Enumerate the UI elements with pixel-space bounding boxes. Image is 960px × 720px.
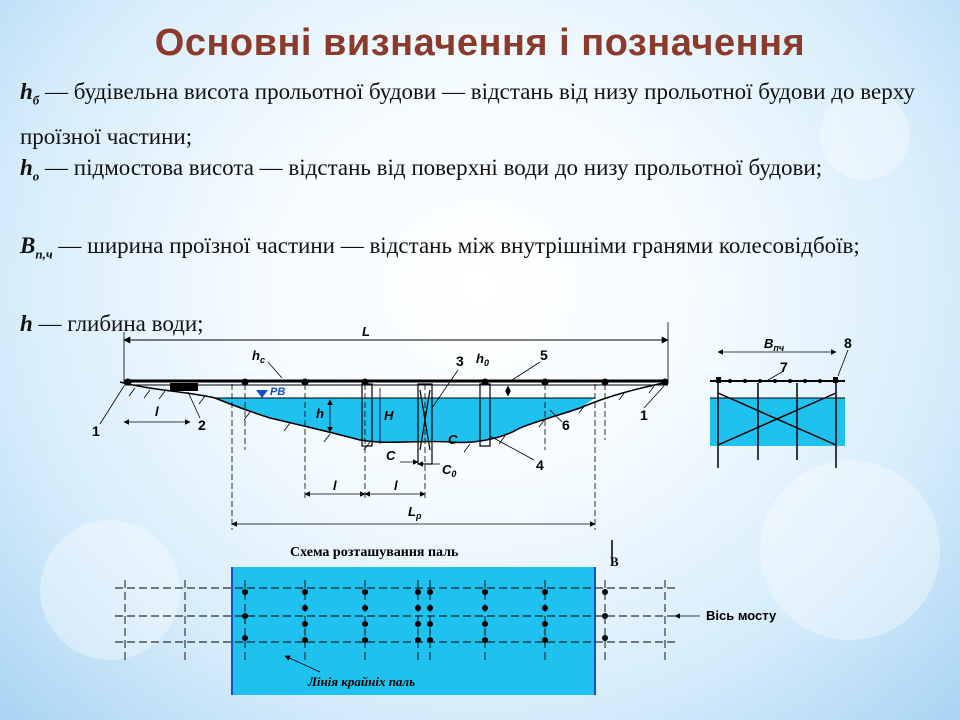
svg-text:7: 7 [780,359,788,375]
svg-text:8: 8 [844,335,852,351]
symbol: $h_о$ [20,155,40,184]
svg-text:C0: $C_0$ [442,462,457,479]
pile-height-label: H [384,408,394,423]
svg-text:4: 4 [536,457,544,473]
definition-underbridge-height: $h_о$ — підмостова висота — відстань від поверхні води до низу прольотної будови; [20,155,823,184]
depth-label: h [316,406,324,421]
svg-text:B: B [610,554,619,569]
svg-text:C: C [448,432,458,447]
svg-text:2: 2 [198,417,206,433]
svg-text:l: l [155,404,159,419]
definition-building-height: $h_б$ — будівельна висота прольотної будови — відстань від низу прольотної будови до верху проїзної частини; [20,79,915,149]
water-level-label: РВ [270,386,286,398]
svg-text:5: 5 [540,347,548,363]
span-length-label: L [362,324,370,339]
abutment [170,383,198,391]
symbol: $h_б$ [20,79,40,108]
svg-text:l: l [394,478,398,493]
svg-text:3: 3 [456,353,464,369]
definition-carriageway-width: $B_{п,ч}$ — ширина проїзної частини — відстань між внутрішніми гранями колесовідбоїв; [20,233,860,262]
bridge-axis-label: Вісь мосту [706,608,777,623]
svg-text:C: C [386,448,396,463]
edge-piles-label: Лінія крайніх паль [308,674,416,689]
svg-text:1: 1 [640,407,648,423]
river-water [215,398,595,442]
svg-text:l: l [333,478,337,493]
slide-title: Основні визначення і позначення [154,22,806,64]
svg-text:h0: $h_0$ [476,351,489,368]
svg-text:Bпч: $B_{пч}$ [764,336,785,353]
svg-text:6: 6 [562,417,570,433]
water-level-marker [256,390,268,398]
plan-title: Схема розташування паль [290,545,459,560]
definition-water-depth: h — глибина води; [20,311,204,336]
svg-text:1: 1 [92,423,100,439]
svg-text:hc: $h_c$ [252,348,265,365]
svg-text:Lp: $L_p$ [408,504,422,521]
symbol: h [20,311,33,336]
symbol: $B_{п,ч}$ [20,233,53,262]
